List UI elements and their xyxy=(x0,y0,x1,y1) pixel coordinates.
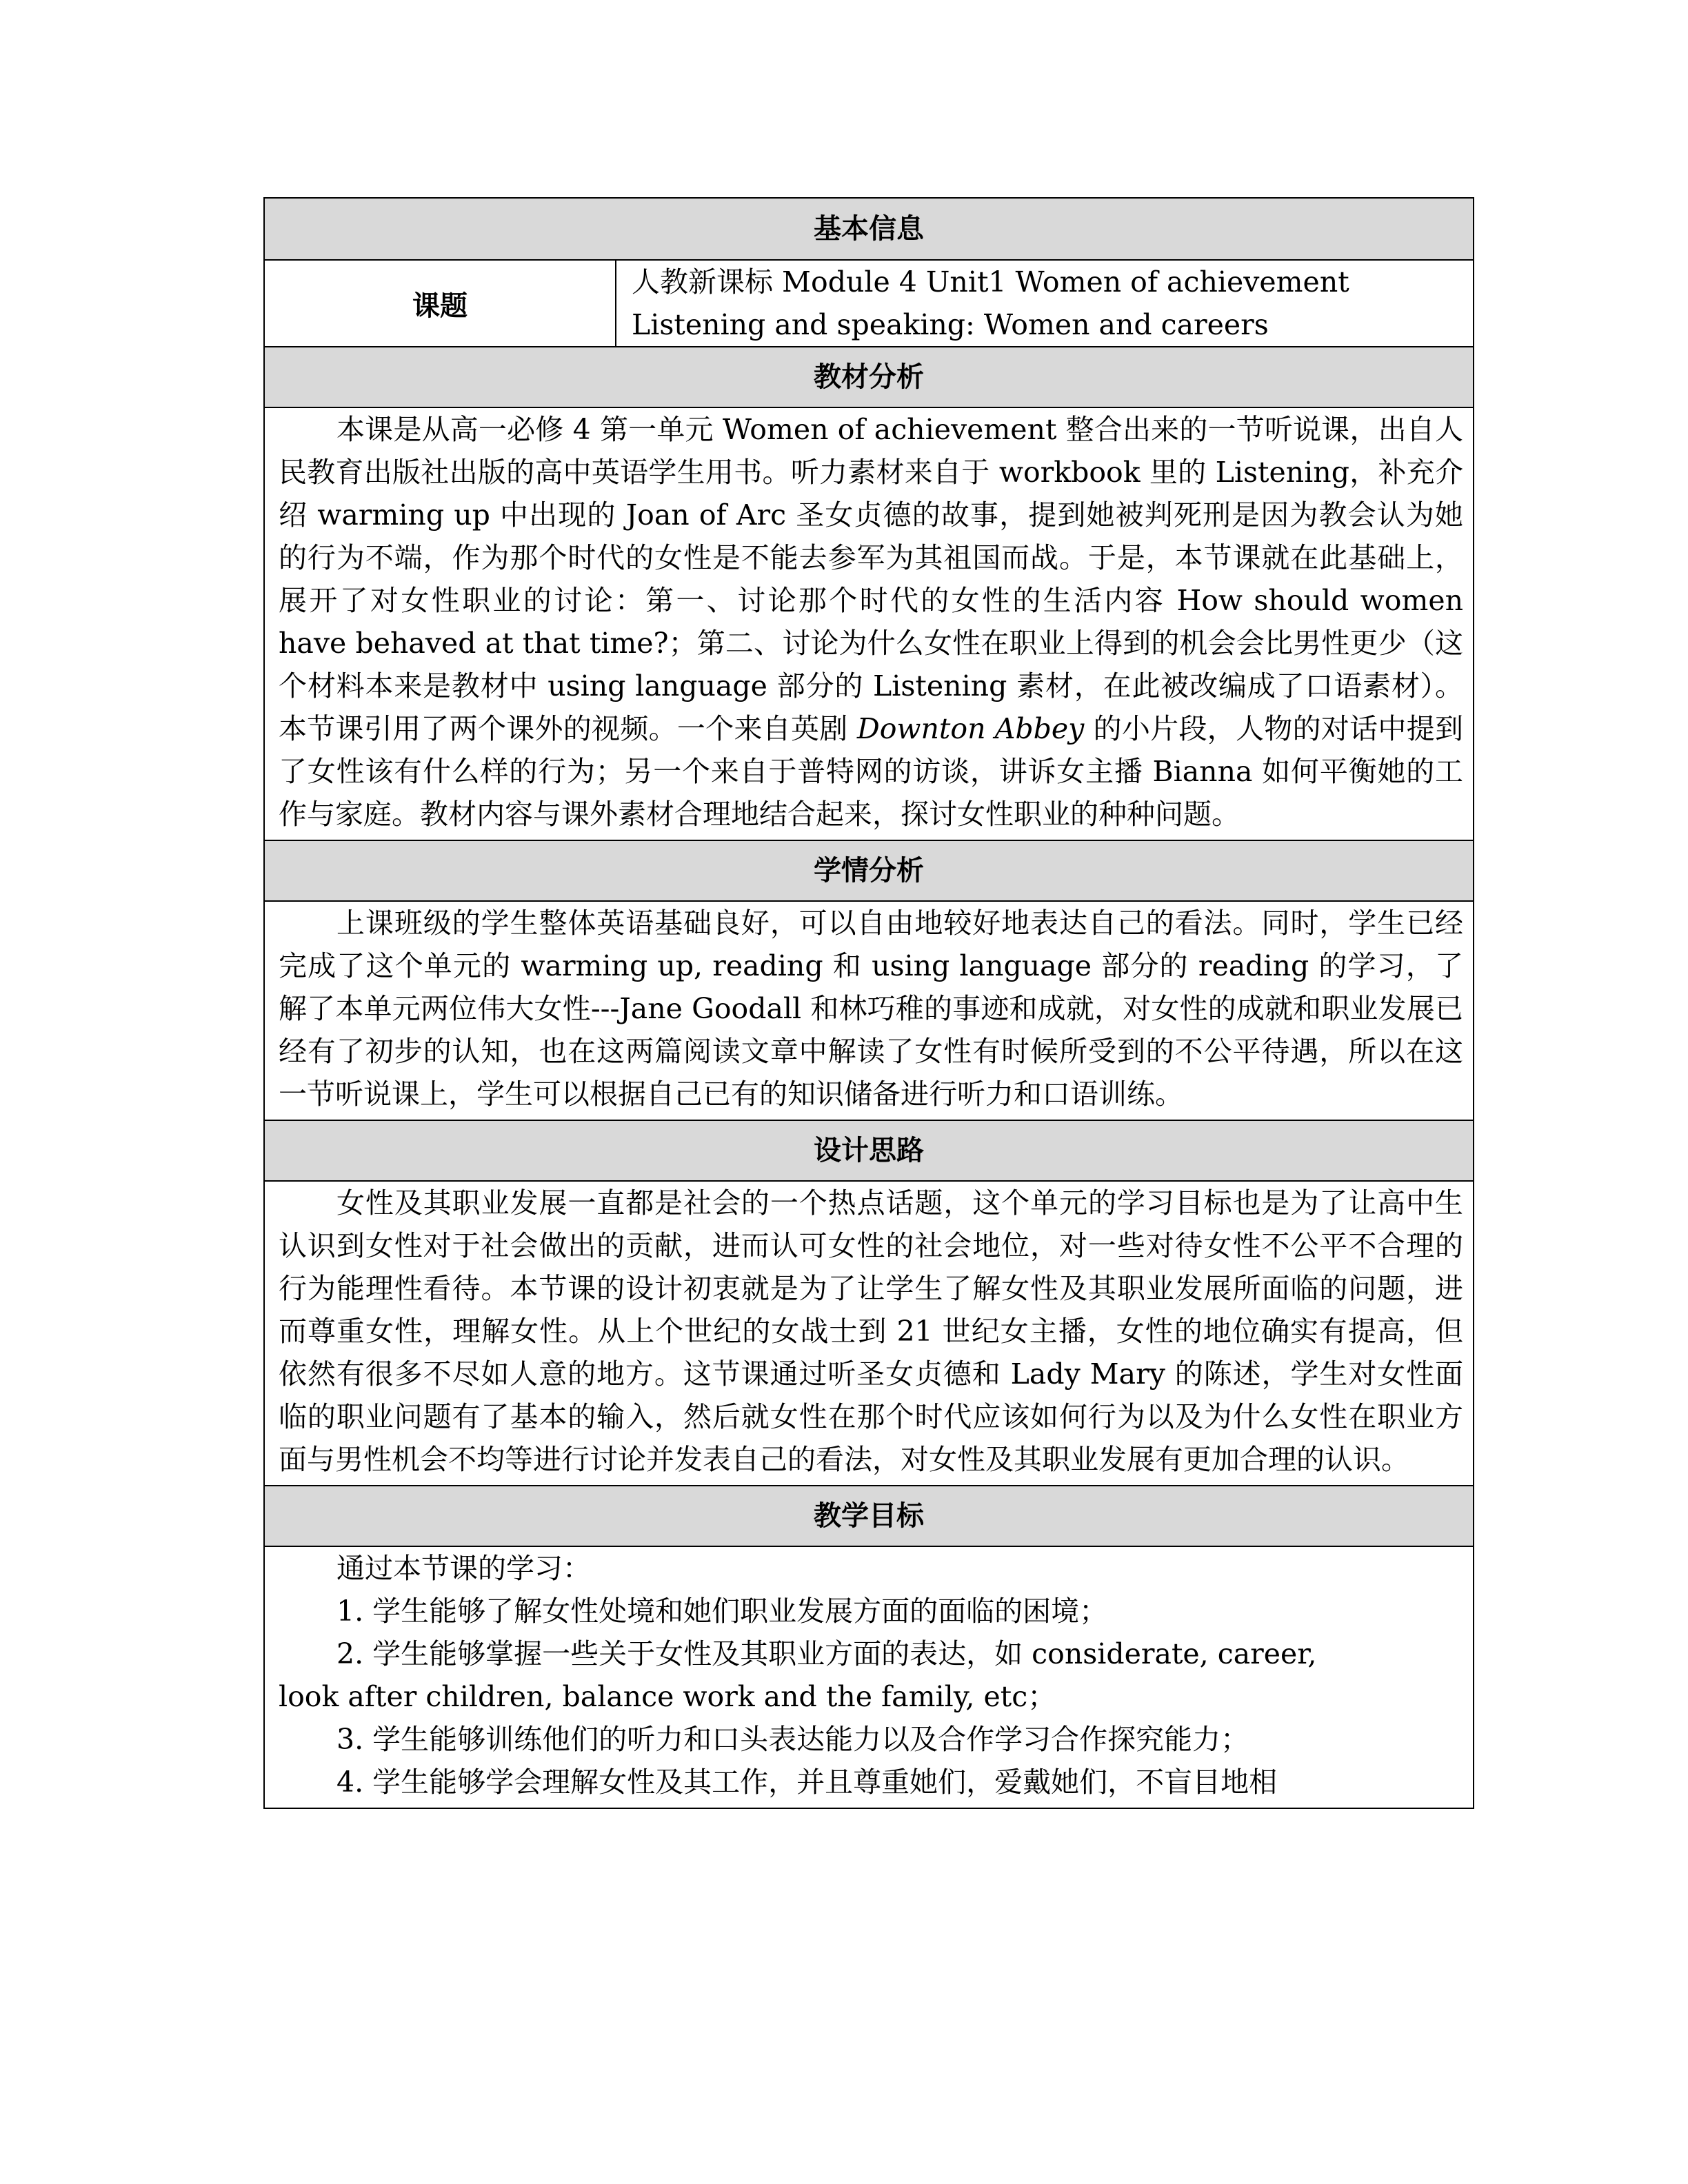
material-body-row xyxy=(264,407,1474,840)
student-body-row xyxy=(264,901,1474,1120)
basic-info-header-row xyxy=(264,198,1474,260)
student-paragraph: 上课班级的学生整体英语基础良好，可以自由地较好地表达自己的看法。同时，学生已经完成了这个单元的 warming up, reading 和 using language 部分的 reading 的学习，了解了本单元两位伟大女性---Jane Goodall 和林巧稚的事迹和成就，对女性的成就和职业发展已经有了初步的认知，也在这两篇阅读文章中解读了女性有时候所受到的不公平待遇，所以在这一节听说课上，学生可以根据自己已有的知识储备进行听力和口语训练。 xyxy=(279,907,1463,1111)
topic-value-line2: Listening and speaking: Women and careers xyxy=(632,308,1269,341)
topic-row xyxy=(264,260,1474,347)
goals-header-row xyxy=(264,1486,1474,1546)
teaching-goals-header: 教学目标 xyxy=(264,1486,1474,1546)
student-analysis-header: 学情分析 xyxy=(264,840,1474,901)
goal-item-3: 3. 学生能够训练他们的听力和口头表达能力以及合作学习合作探究能力； xyxy=(336,1723,1249,1756)
topic-value xyxy=(616,260,1474,347)
goal-item-2: 2. 学生能够掌握一些关于女性及其职业方面的表达，如 considerate, career, xyxy=(336,1637,1317,1670)
material-header-row xyxy=(264,347,1474,407)
material-paragraph xyxy=(279,408,1463,836)
goals-intro: 通过本节课的学习： xyxy=(336,1552,591,1585)
lesson-plan-table xyxy=(263,197,1474,1809)
student-analysis-body xyxy=(264,901,1474,1120)
drama-title: Downton Abbey xyxy=(856,712,1085,745)
topic-label: 课题 xyxy=(264,260,616,347)
goal-item-2-continued: look after children, balance work and the family, etc； xyxy=(279,1680,1056,1713)
design-paragraph: 女性及其职业发展一直都是社会的一个热点话题，这个单元的学习目标也是为了让高中生认识到女性对于社会做出的贡献，进而认可女性的社会地位，对一些对待女性不公平不合理的行为能理性看待。本节课的设计初衷就是为了让学生了解女性及其职业发展所面临的问题，进而尊重女性，理解女性。从上个世纪的女战士到 21 世纪女主播，女性的地位确实有提高，但依然有很多不尽如人意的地方。这节课通过听圣女贞德和 Lady Mary 的陈述，学生对女性面临的职业问题有了基本的输入，然后就女性在那个时代应该如何行为以及为什么女性在职业方面与男性机会不均等进行讨论并发表自己的看法，对女性及其职业发展有更加合理的认识。 xyxy=(279,1186,1463,1476)
topic-value-line1: 人教新课标 Module 4 Unit1 Women of achievement xyxy=(632,265,1349,299)
design-body-row xyxy=(264,1181,1474,1486)
material-analysis-body xyxy=(264,407,1474,840)
material-analysis-header: 教材分析 xyxy=(264,347,1474,407)
teaching-goals-body xyxy=(264,1546,1474,1808)
design-idea-body xyxy=(264,1181,1474,1486)
design-idea-header: 设计思路 xyxy=(264,1120,1474,1181)
basic-info-header: 基本信息 xyxy=(264,198,1474,260)
material-text-part1: 本课是从高一必修 4 第一单元 Women of achievement 整合出来的一节听说课，出自人民教育出版社出版的高中英语学生用书。听力素材来自于 workbook 里的 Listening，补充介绍 warming up 中出现的 Joan of Arc 圣女贞德的故事，提到她被判死刑是因为教会认为她的行为不端，作为那个时代的女性是不能去参军为其祖国而战。于是，本节课就在此基础上，展开了对女性职业的讨论：第一、讨论那个时代的女性的生活内容 How should women have behaved at that time?；第二、讨论为什么女性在职业上得到的机会会比男性更少（这个材料本来是教材中 using language 部分的 Listening 素材，在此被改编成了口语素材）。本节课引用了两个课外的视频。一个来自英剧 xyxy=(279,413,1463,745)
goal-item-4: 4. 学生能够学会理解女性及其工作，并且尊重她们，爱戴她们，不盲目地相 xyxy=(336,1766,1278,1799)
design-header-row xyxy=(264,1120,1474,1181)
student-header-row xyxy=(264,840,1474,901)
goal-item-1: 1. 学生能够了解女性处境和她们职业发展方面的面临的困境； xyxy=(336,1595,1108,1628)
goals-body-row xyxy=(264,1546,1474,1808)
material-text-part2: 的小片段，人物的对话中提到了女性该有什么样的行为；另一个来自于普特网的访谈，讲诉女主播 Bianna 如何平衡她的工作与家庭。教材内容与课外素材合理地结合起来，探讨女性职业的种种问题。 xyxy=(279,712,1463,831)
